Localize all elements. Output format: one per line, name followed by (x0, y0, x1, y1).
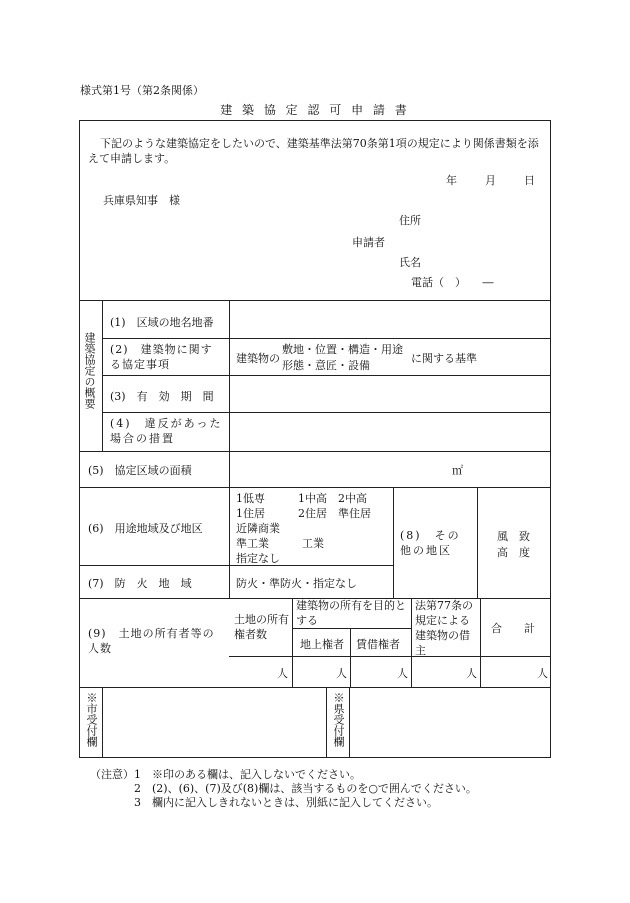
zoning-option-4[interactable]: 準工業 工業 (236, 537, 324, 550)
date-field[interactable]: 年 月 日 (446, 174, 537, 187)
count-land-owner-unit: 人 (277, 667, 288, 680)
form-number: 様式第1号（第2条関係） (80, 84, 204, 97)
divider-overview-top (79, 300, 551, 301)
applicant-label: 申請者 (352, 236, 385, 249)
divider-overview-bottom (79, 451, 551, 452)
divider-area-bottom (79, 487, 551, 488)
col-art77: 法第77条の規定による建築物の借主 (415, 599, 473, 657)
zoning-option-2[interactable]: 1住居 2住居 準住居 (236, 507, 371, 520)
col-superficies: 地上権者 (300, 638, 344, 651)
divider-landowner-c3 (411, 598, 412, 687)
name-label: 氏名 (399, 256, 421, 269)
divider-landowner-unit-row (229, 656, 551, 657)
divider-landowner-c4 (480, 598, 481, 687)
row-validity-label: (3) 有 効 期 間 (110, 390, 214, 403)
zoning-option-3[interactable]: 近隣商業 (236, 522, 280, 535)
count-total-unit: 人 (537, 667, 548, 680)
divider-receipt-middle (326, 687, 327, 758)
fire-options[interactable]: 防火・準防火・指定なし (236, 577, 357, 590)
address-label: 住所 (399, 214, 421, 227)
zoning-option-1[interactable]: 1低専 1中高 2中高 (236, 492, 367, 505)
scenic-district-option[interactable]: 風 致 (497, 530, 530, 543)
count-lease-unit: 人 (397, 667, 408, 680)
row-agreement-suffix: に関する基準 (411, 352, 477, 365)
prefecture-receipt-label: ※県受付欄 (332, 692, 345, 747)
divider-other-district-mid (477, 487, 478, 598)
note-item-2: 2 (2)、(6)、(7)及び(8)欄は、該当するものを○で囲んでください。 (134, 782, 477, 795)
divider-city-label (102, 687, 103, 758)
divider-row-2 (102, 375, 551, 376)
divider-landowner-c2 (350, 628, 351, 687)
height-district-option[interactable]: 高 度 (497, 546, 530, 559)
zoning-option-5[interactable]: 指定なし (236, 552, 280, 565)
col-lease: 賃借権者 (356, 638, 400, 651)
overview-section-label: 建築協定の概要 (83, 332, 96, 409)
row-agreement-option-top[interactable]: 敷地・位置・構造・用途 (282, 343, 403, 356)
row-district-label: (1) 区域の地名地番 (110, 316, 214, 329)
divider-other-district-left (393, 487, 394, 598)
divider-label-column (229, 300, 230, 598)
divider-zoning-bottom (79, 565, 393, 566)
count-superficies-unit: 人 (336, 667, 347, 680)
phone-label: 電話（ ） ― (411, 276, 494, 289)
col-building-group: 建築物の所有を目的とする (296, 599, 406, 627)
zoning-label: (6) 用途地域及び地区 (88, 522, 203, 535)
divider-row-3 (102, 412, 551, 413)
divider-landowner-c1 (292, 598, 293, 687)
addressee: 兵庫県知事 様 (103, 194, 180, 207)
note-item-1: 1 ※印のある欄は、記入しないでください。 (134, 768, 361, 781)
note-item-3: 3 欄内に記入しきれないときは、別紙に記入してください。 (134, 796, 438, 809)
landowners-label: (9) 土地の所有者等の人数 (88, 627, 215, 655)
fire-label: (7) 防 火 地 域 (88, 577, 192, 590)
area-label: (5) 協定区域の面積 (88, 464, 192, 477)
row-agreement-label: (2) 建築物に関する協定事項 (110, 343, 213, 371)
col-total: 合 計 (491, 622, 535, 635)
document-title: 建 築 協 定 認 可 申 請 書 (220, 103, 410, 117)
count-art77-unit: 人 (466, 667, 477, 680)
divider-building-group (292, 628, 411, 629)
area-unit: ㎡ (452, 464, 463, 477)
notes-heading: （注意） (90, 768, 134, 781)
application-statement: 下記のような建築協定をしたいので、建築基準法第70条第1項の規定により関係書類を添えて申請します。 (88, 137, 539, 165)
row-agreement-option-bottom[interactable]: 形態・意匠・設備 (282, 359, 370, 372)
divider-prefecture-label (349, 687, 350, 758)
col-land-owner: 土地の所有権者数 (234, 613, 289, 641)
row-agreement-prefix: 建築物の (236, 352, 280, 365)
divider-row-1 (102, 338, 551, 339)
city-receipt-label: ※市受付欄 (85, 692, 98, 747)
other-district-label: (8) その他の地区 (400, 529, 461, 557)
divider-landowner-bottom (79, 687, 551, 688)
row-violation-label: (4) 違反があった場合の措置 (110, 417, 223, 445)
